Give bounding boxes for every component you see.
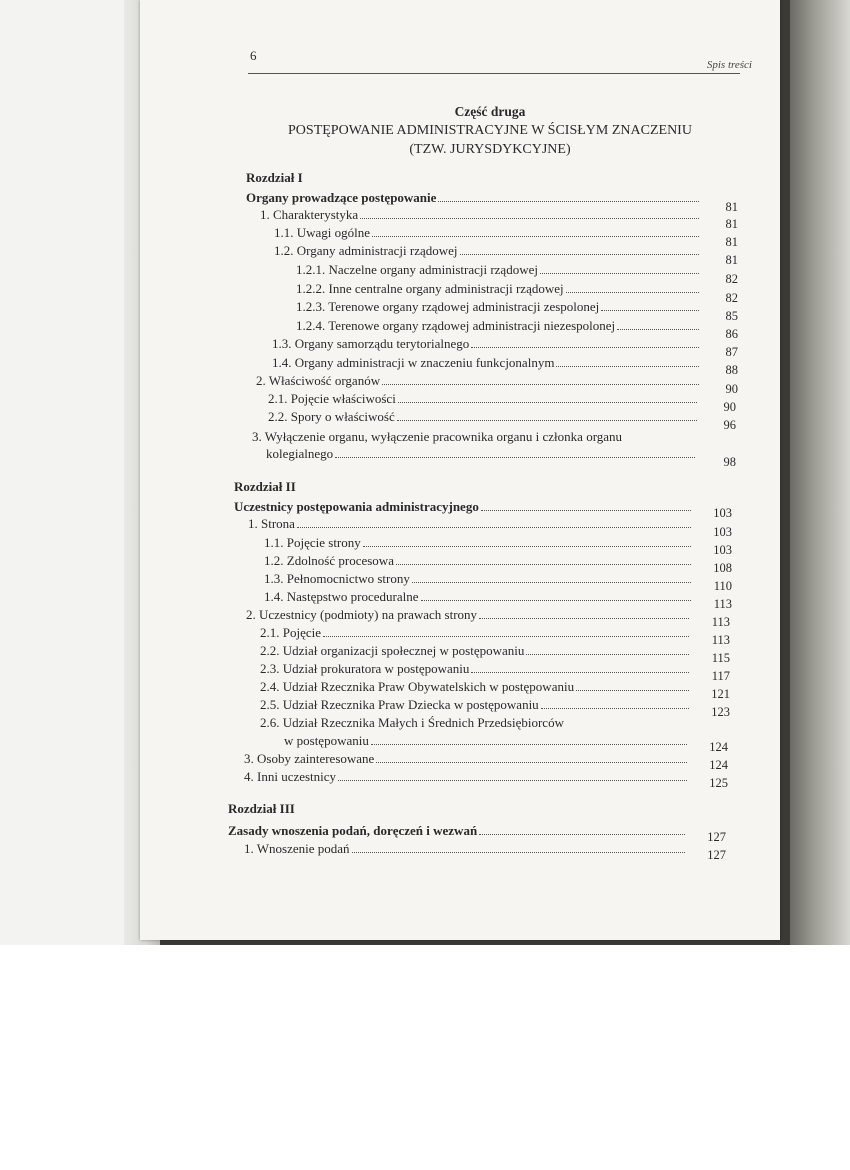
leader-dots [471,347,699,348]
toc-entry [274,225,702,241]
page-ref: 123 [711,705,730,719]
page-ref: 81 [725,235,738,249]
toc-entry [268,409,700,425]
leader-dots [335,457,695,458]
leader-dots [297,527,691,528]
toc-entry-text: 3. Wyłączenie organu, wyłączenie pracownika organu i członka organu [252,429,623,444]
toc-entry-text: 2.6. Udział Rzecznika Małych i Średnich Przedsiębiorców [260,715,564,730]
chapter-title-row [246,190,702,206]
page-ref: 87 [725,345,738,359]
page-ref: 127 [707,848,726,862]
page-ref: 103 [713,543,732,557]
leader-dots [438,201,699,202]
leader-dots [566,292,699,293]
page-ref: 82 [725,272,738,286]
toc-entry-text: 1.1. Pojęcie strony [264,535,361,550]
page-ref: 81 [725,217,738,231]
toc-entry-text: kolegialnego [266,446,334,461]
toc-entry-text: 2.5. Udział Rzecznika Praw Dziecka w postępowaniu [260,697,539,712]
part-label: Część druga [454,104,526,119]
toc-entry [260,643,692,659]
leader-dots [372,236,699,237]
page-ref: 82 [725,291,738,305]
leader-dots [396,564,691,565]
toc-entry-text: 2.2. Udział organizacji społecznej w postępowaniu [260,643,525,658]
scanner-lower-area [0,945,850,1170]
toc-entry [264,571,694,587]
page-ref: 88 [725,363,738,377]
toc-entry [244,751,690,767]
leader-dots [382,384,699,385]
toc-entry-text: 1. Wnoszenie podań [244,841,350,856]
toc-entry [266,446,698,462]
chapter-label: Rozdział II [234,479,296,494]
leader-dots [398,402,697,403]
part-title-line-1: POSTĘPOWANIE ADMINISTRACYJNE W ŚCISŁYM ZNACZENIU [288,123,692,138]
page-ref: 86 [725,327,738,341]
toc-entry [248,516,694,532]
toc-entry [274,243,702,259]
chapter-label: Rozdział I [246,170,303,185]
running-title: Spis treści [706,59,752,71]
toc-entry-text: 1.2.1. Naczelne organy administracji rządowej [296,262,538,277]
leader-dots [371,744,687,745]
leader-dots [397,420,697,421]
leader-dots [556,366,699,367]
toc-entry-text: 2.1. Pojęcie [260,625,322,640]
page-ref: 117 [711,669,730,683]
page-ref: 90 [723,400,736,414]
toc-entry [264,535,694,551]
leader-dots [363,546,691,547]
toc-entry-text: 1. Charakterystyka [260,207,359,222]
toc-entry-text: 1.2. Organy administracji rządowej [274,243,458,258]
leader-dots [376,762,687,763]
toc-entry-text: 1.2.4. Terenowe organy rządowej administracji niezespolonej [296,318,616,333]
page-ref: 113 [711,615,730,629]
toc-entry-text: 1.3. Organy samorządu terytorialnego [272,336,470,351]
toc-entry-text: 2. Właściwość organów [256,373,381,388]
toc-entry [264,553,694,569]
toc-entry-text: w postępowaniu [284,733,369,748]
toc-entry-text: 2.4. Udział Rzecznika Praw Obywatelskich w postępowaniu [260,679,575,694]
toc-entry [260,207,702,223]
page-ref: 98 [723,455,736,469]
toc-entry-text: 2. Uczestnicy (podmioty) na prawach strony [246,607,478,622]
leader-dots [360,218,699,219]
leader-dots [479,834,685,835]
leader-dots [541,708,689,709]
leader-dots [601,310,699,311]
chapter-title-row [234,499,694,515]
page-ref: 124 [709,758,728,772]
part-title [230,121,750,159]
toc-page [140,0,780,940]
toc-entry-text: 1.2. Zdolność procesowa [264,553,394,568]
leader-dots [421,600,691,601]
toc-entry [264,589,694,605]
page-ref: 90 [725,382,738,396]
left-blank-sheet [0,0,132,945]
toc-entry [296,299,702,315]
toc-entry [284,733,690,749]
toc-entry [272,355,702,371]
page-ref: 113 [711,633,730,647]
toc-entry-text: 4. Inni uczestnicy [244,769,337,784]
toc-entry-text: 1.3. Pełnomocnictwo strony [264,571,410,586]
leader-dots [617,329,699,330]
page-ref: 103 [713,525,732,539]
chapter-title: Zasady wnoszenia podań, doręczeń i wezwań [228,823,478,838]
toc-entry [244,841,688,857]
page-ref: 81 [725,200,738,214]
leader-dots [338,780,687,781]
toc-entry-text: 1.2.2. Inne centralne organy administracji rządowej [296,281,564,296]
toc-entry [296,281,702,297]
leader-dots [526,654,689,655]
leader-dots [481,510,691,511]
toc-entry [244,769,690,785]
leader-dots [576,690,689,691]
toc-entry-text: 1.4. Organy administracji w znaczeniu funkcjonalnym [272,355,555,370]
leader-dots [460,254,699,255]
chapter-title-row [228,823,688,839]
toc-entry-text: 2.2. Spory o właściwość [268,409,395,424]
toc-entry-text: 3. Osoby zainteresowane [244,751,375,766]
toc-entry-text: 2.3. Udział prokuratora w postępowaniu [260,661,470,676]
toc-entry [260,661,692,677]
page-ref: 96 [723,418,736,432]
toc-entry [246,607,692,623]
page-ref: 113 [713,597,732,611]
toc-entry [268,391,700,407]
toc-entry-text: 1.2.3. Terenowe organy rządowej administracji zespolonej [296,299,600,314]
right-page-edge [790,0,850,945]
page-ref: 121 [711,687,730,701]
leader-dots [412,582,691,583]
toc-entry [260,679,692,695]
toc-entry [296,262,702,278]
toc-entry [296,318,702,334]
toc-entry [256,373,702,389]
page-ref: 110 [713,579,732,593]
toc-entry-text: 1.4. Następstwo proceduralne [264,589,419,604]
leader-dots [323,636,689,637]
page-ref: 115 [711,651,730,665]
toc-entry [272,336,702,352]
leader-dots [479,618,689,619]
page-ref: 103 [713,506,732,520]
page-ref: 124 [709,740,728,754]
header-rule [248,73,740,74]
toc-entry [260,697,692,713]
chapter-title: Uczestnicy postępowania administracyjnego [234,499,479,514]
toc-entry-text: 2.1. Pojęcie właściwości [268,391,396,406]
page-ref: 127 [707,830,726,844]
chapter-label: Rozdział III [228,801,295,816]
leader-dots [352,852,685,853]
page-number: 6 [250,48,257,63]
toc-entry [260,625,692,641]
page-ref: 108 [713,561,732,575]
part-title-line-2: (TZW. JURYSDYKCYJNE) [409,142,571,157]
toc-entry-text: 1. Strona [248,516,295,531]
toc-entry-text: 1.1. Uwagi ogólne [274,225,371,240]
page-ref: 125 [709,776,728,790]
leader-dots [540,273,699,274]
page-ref: 85 [725,309,738,323]
page-ref: 81 [725,253,738,267]
chapter-title: Organy prowadzące postępowanie [246,190,437,205]
leader-dots [471,672,689,673]
